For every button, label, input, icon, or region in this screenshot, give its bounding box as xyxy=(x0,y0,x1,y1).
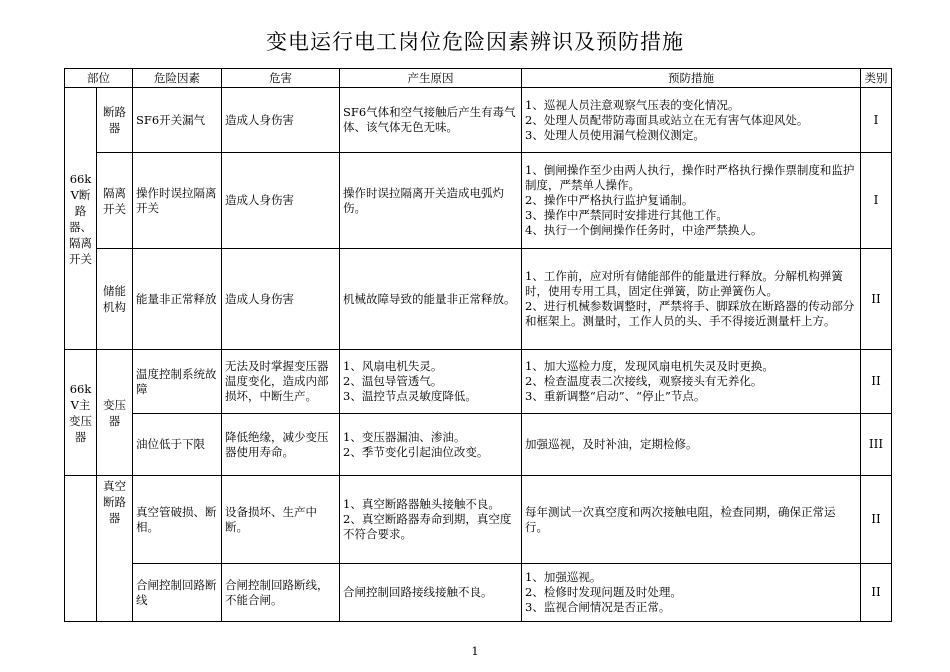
harm-cell: 造成人身伤害 xyxy=(222,88,340,153)
prevention-line: 每年测试一次真空度和两次接触电阻，检查同期，确保正常运行。 xyxy=(525,504,836,534)
cause-cell xyxy=(340,564,522,622)
header-cause: 产生原因 xyxy=(340,69,522,88)
cause-line: 1、风扇电机失灵。 xyxy=(343,359,443,373)
prevention-cell xyxy=(522,153,861,249)
cause-line: 2、季节变化引起油位改变。 xyxy=(343,444,489,459)
category-cell: II xyxy=(861,249,892,350)
prevention-cell xyxy=(522,476,861,564)
part-cell: 66kV断路器、隔离开关 xyxy=(65,88,97,350)
prevention-line: 2、进行机械参数调整时，严禁将手、脚踩放在断路器的传动部分和框架上。测量时，工作人员的头、手不得接近测量杆上方。 xyxy=(525,299,855,328)
risk-cell: 温度控制系统故障 xyxy=(133,350,222,414)
header-prevention: 预防措施 xyxy=(522,69,861,88)
prevention-line: 1、倒闸操作至少由两人执行，操作时严格执行操作票制度和监护制度，严禁单人操作。 xyxy=(525,163,855,192)
cause-line: 机械故障导致的能量非正常释放。 xyxy=(343,291,516,306)
category-cell: II xyxy=(861,564,892,622)
table-row xyxy=(65,350,892,414)
risk-cell: SF6开关漏气 xyxy=(133,88,222,153)
table-row xyxy=(65,414,892,476)
risk-cell: 能量非正常释放 xyxy=(133,249,222,350)
prevention-line: 3、操作中严禁同时安排进行其他工作。 xyxy=(525,208,728,222)
cause-cell xyxy=(340,414,522,476)
risk-cell: 油位低于下限 xyxy=(133,414,222,476)
category-cell: II xyxy=(861,476,892,564)
harm-cell: 合闸控制回路断线，不能合闸。 xyxy=(222,564,340,622)
prevention-line: 1、巡视人员注意观察气压表的变化情况。 xyxy=(525,97,740,112)
cause-cell xyxy=(340,153,522,249)
category-cell: I xyxy=(861,88,892,153)
prevention-line: 2、处理人员配带防毒面具或站立在无有害气体迎风处。 xyxy=(525,112,809,127)
category-cell: II xyxy=(861,350,892,414)
harm-cell: 设备损坏、生产中断。 xyxy=(222,476,340,564)
header-row xyxy=(65,69,892,88)
prevention-line: 2、检修时发现问题及时处理。 xyxy=(525,585,682,599)
cause-line: 操作时误拉隔离开关造成电弧灼伤。 xyxy=(343,185,504,215)
cause-cell xyxy=(340,476,522,564)
prevention-cell xyxy=(522,564,861,622)
part-cell xyxy=(65,476,97,622)
prevention-cell xyxy=(522,414,861,476)
risk-cell: 合闸控制回路断线 xyxy=(133,564,222,622)
category-cell: III xyxy=(861,414,892,476)
cause-cell xyxy=(340,88,522,153)
prevention-cell xyxy=(522,88,861,153)
category-cell: I xyxy=(861,153,892,249)
sub-part-cell: 隔离开关 xyxy=(97,153,133,249)
prevention-cell xyxy=(522,350,861,414)
harm-cell: 造成人身伤害 xyxy=(222,249,340,350)
prevention-line: 1、工作前，应对所有储能部件的能量进行释放。分解机构弹簧时，使用专用工具，固定住弹簧，防止弹簧伤人。 xyxy=(525,269,843,298)
page-title: 变电运行电工岗位危险因素辨识及预防措施 xyxy=(266,30,684,54)
cause-line: 1、真空断路器触头接触不良。 xyxy=(343,497,500,511)
sub-part-cell: 断路器 xyxy=(97,88,133,153)
harm-cell: 造成人身伤害 xyxy=(222,153,340,249)
cause-cell xyxy=(340,249,522,350)
table-row xyxy=(65,153,892,249)
sub-part-cell: 储能机构 xyxy=(97,249,133,350)
prevention-line: 1、加强巡视。 xyxy=(525,570,602,584)
cause-cell xyxy=(340,350,522,414)
prevention-line: 加强巡视，及时补油，定期检修。 xyxy=(525,437,698,451)
harm-cell: 降低绝缘，减少变压器使用寿命。 xyxy=(222,414,340,476)
cause-line: 1、变压器漏油、渗油。 xyxy=(343,429,466,444)
header-category: 类别 xyxy=(861,69,892,88)
prevention-cell xyxy=(522,249,861,350)
prevention-line: 3、监视合闸情况是否正常。 xyxy=(525,600,671,614)
header-harm: 危害 xyxy=(222,69,340,88)
part-cell: 66kV主变压器 xyxy=(65,350,97,476)
prevention-line: 2、操作中严格执行监护复诵制。 xyxy=(525,193,694,207)
risk-table xyxy=(64,68,892,622)
prevention-line: 4、执行一个倒闸操作任务时，中途严禁换人。 xyxy=(525,223,763,237)
harm-cell: 无法及时掌握变压器温度变化，造成内部损坏，中断生产。 xyxy=(222,350,340,414)
header-part: 部位 xyxy=(65,69,133,88)
header-risk: 危险因素 xyxy=(133,69,222,88)
cause-line: 2、温包导管透气。 xyxy=(343,374,443,388)
cause-line: 3、温控节点灵敏度降低。 xyxy=(343,389,477,403)
sub-part-cell: 真空断路器 xyxy=(97,476,133,622)
cause-line: 2、真空断路器寿命到期，真空度不符合要求。 xyxy=(343,512,512,541)
prevention-line: 3、处理人员使用漏气检测仪测定。 xyxy=(525,127,705,142)
cause-line: SF6气体和空气接触后产生有毒气体、该气体无色无味。 xyxy=(343,105,516,134)
sub-part-cell: 变压器 xyxy=(97,350,133,476)
prevention-line: 1、加大巡检力度，发现风扇电机失灵及时更换。 xyxy=(525,359,774,373)
table-row xyxy=(65,88,892,153)
table-row xyxy=(65,249,892,350)
risk-cell: 操作时误拉隔离开关 xyxy=(133,153,222,249)
prevention-line: 2、检查温度表二次接线，观察接头有无养化。 xyxy=(525,374,763,388)
table-row xyxy=(65,476,892,564)
prevention-line: 3、重新调整“启动”、“停止”节点。 xyxy=(525,389,706,403)
cause-line: 合闸控制回路接线接触不良。 xyxy=(343,585,493,599)
page-number: 1 xyxy=(471,645,479,658)
table-row xyxy=(65,564,892,622)
risk-cell: 真空管破损、断相。 xyxy=(133,476,222,564)
